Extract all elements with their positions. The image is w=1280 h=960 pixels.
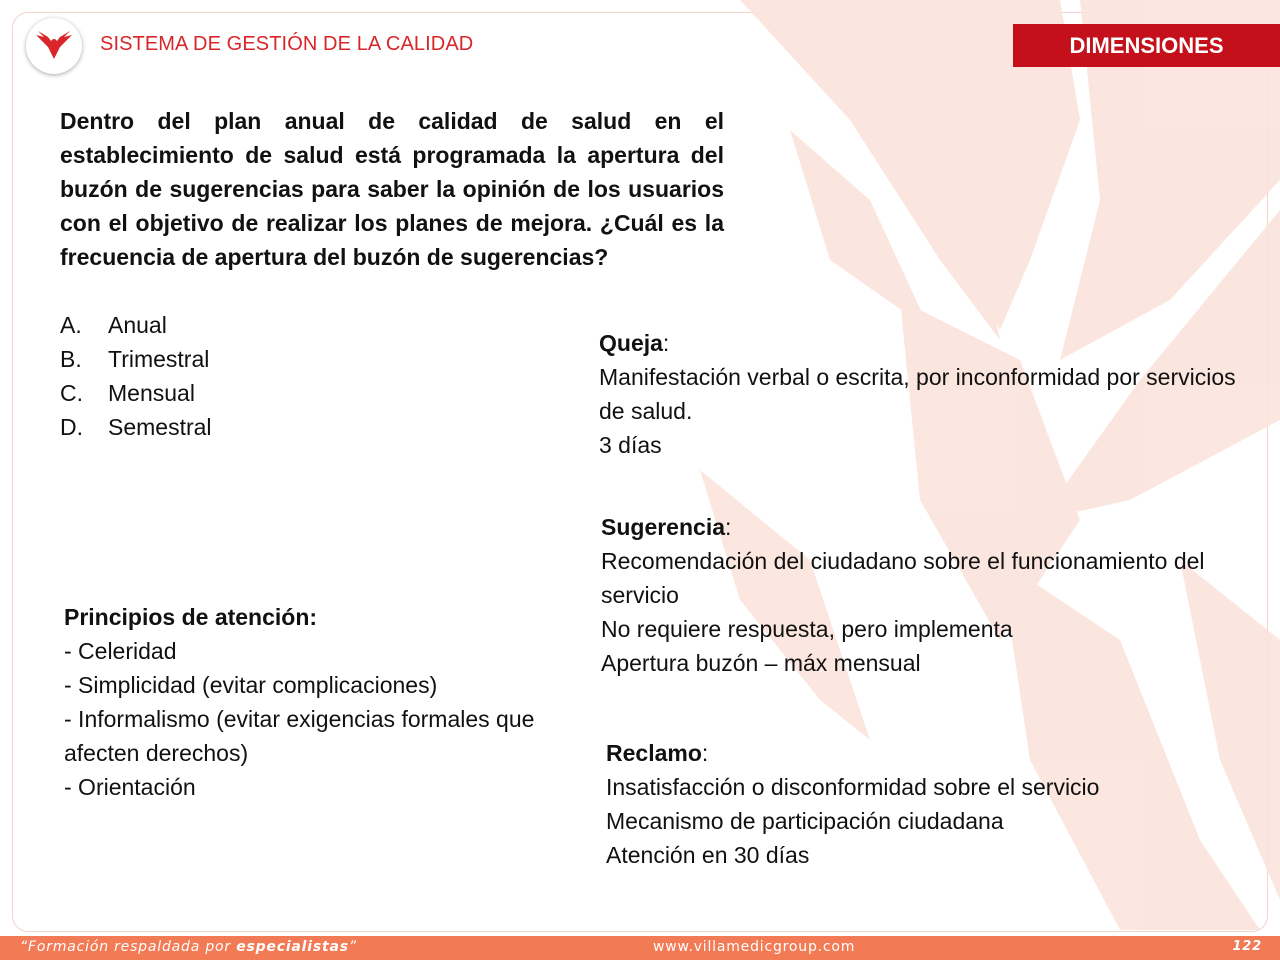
slogan-end: ” — [348, 939, 357, 955]
sugerencia-line: Recomendación del ciudadano sobre el funcionamiento del servicio — [601, 548, 1205, 608]
reclamo-line: Atención en 30 días — [606, 842, 810, 868]
sugerencia-block — [601, 510, 1261, 680]
company-logo — [26, 18, 82, 74]
option-d — [60, 410, 212, 444]
section-badge: DIMENSIONES — [1013, 24, 1280, 67]
sugerencia-heading: Sugerencia: — [601, 514, 732, 540]
reclamo-line: Insatisfacción o disconformidad sobre el servicio — [606, 774, 1100, 800]
sugerencia-line: No requiere respuesta, pero implementa — [601, 616, 1013, 642]
principios-block — [64, 600, 564, 804]
queja-heading: Queja: — [599, 330, 670, 356]
answer-options — [60, 308, 212, 444]
principios-line: - Orientación — [64, 774, 196, 800]
sugerencia-title: Sugerencia — [601, 514, 725, 540]
option-text: Trimestral — [108, 346, 210, 372]
reclamo-heading: Reclamo: — [606, 740, 709, 766]
option-text: Semestral — [108, 414, 212, 440]
queja-line: Manifestación verbal o escrita, por inconformidad por servicios de salud. — [599, 364, 1236, 424]
reclamo-line: Mecanismo de participación ciudadana — [606, 808, 1004, 834]
queja-title: Queja — [599, 330, 663, 356]
page-number: 122 — [1232, 939, 1262, 954]
option-letter: D. — [60, 414, 83, 440]
principios-line: - Simplicidad (evitar complicaciones) — [64, 672, 438, 698]
queja-block — [599, 326, 1259, 462]
principios-title: Principios de atención: — [64, 604, 318, 630]
header-title: SISTEMA DE GESTIÓN DE LA CALIDAD — [100, 33, 474, 55]
question-text: Dentro del plan anual de calidad de salud en el establecimiento de salud está programada la apertura del buzón de sugerencias para saber la opinión de los usuarios con el objetivo de realizar los planes de mejora. ¿Cuál es la frecuencia de apertura del buzón de sugerencias? — [60, 108, 724, 270]
slogan-start: “Formación respaldada por — [20, 939, 237, 955]
phoenix-logo-icon — [34, 29, 74, 63]
sugerencia-line: Apertura buzón – máx mensual — [601, 650, 921, 676]
option-a — [60, 308, 212, 342]
reclamo-block — [606, 736, 1246, 872]
principios-line: - Informalismo (evitar exigencias formales que afecten derechos) — [64, 706, 535, 766]
option-letter: A. — [60, 312, 82, 338]
reclamo-title: Reclamo — [606, 740, 702, 766]
footer-slogan — [20, 939, 357, 955]
queja-line: 3 días — [599, 432, 662, 458]
option-letter: B. — [60, 346, 82, 372]
footer-bar — [0, 936, 1280, 960]
option-text: Anual — [108, 312, 167, 338]
slogan-bold: especialistas — [236, 939, 349, 955]
principios-line: - Celeridad — [64, 638, 177, 664]
footer-url[interactable]: www.villamedicgroup.com — [653, 939, 856, 955]
option-letter: C. — [60, 380, 83, 406]
option-b — [60, 342, 212, 376]
option-text: Mensual — [108, 380, 195, 406]
option-c — [60, 376, 212, 410]
